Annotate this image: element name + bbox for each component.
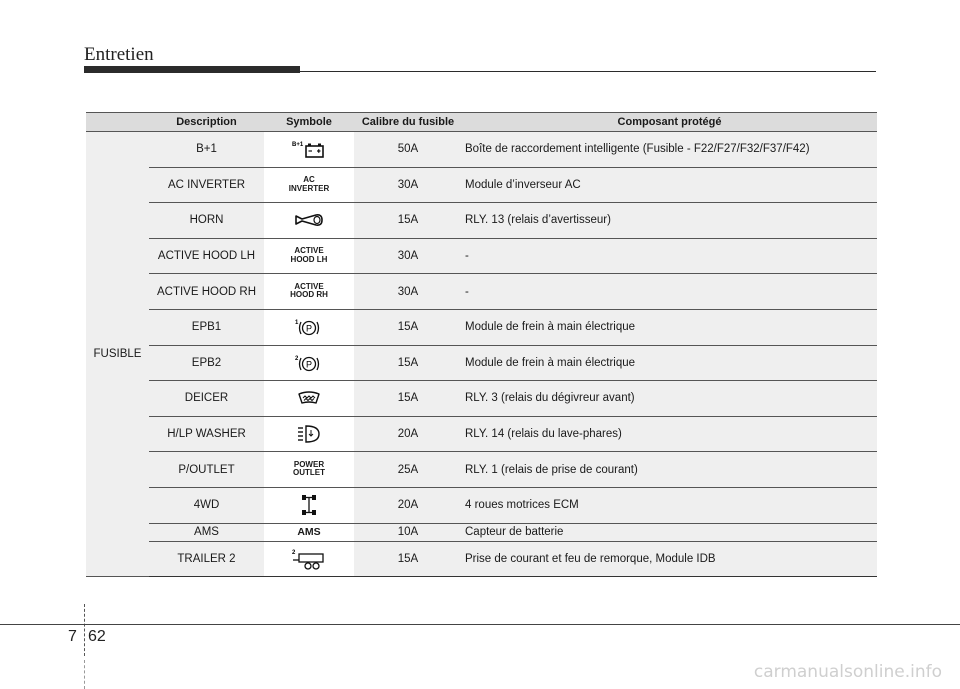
fuse-symbol [264,309,354,345]
fuse-symbol [264,487,354,523]
page-title: Entretien [84,44,154,65]
table-row [86,167,877,203]
column-header-symbol: Symbole [264,113,354,132]
symbol-text: AC INVERTER [288,175,330,193]
fuse-component: Module d’inverseur AC [462,167,877,203]
header-rule-thin [300,71,876,72]
symbol-text: POWER OUTLET [293,459,325,478]
footer-rule [0,624,960,625]
trailer-superscript: 2 [292,549,296,556]
fuse-table [86,112,877,577]
table-row [86,274,877,310]
fuse-component: Module de frein à main électrique [462,345,877,381]
fuse-rating: 15A [354,541,462,577]
fuse-rating: 15A [354,309,462,345]
table-row [86,203,877,239]
column-header-component: Composant protégé [462,113,877,132]
fuse-description: B+1 [149,132,264,168]
fuse-rating: 30A [354,167,462,203]
table-row [86,452,877,488]
fuse-description: TRAILER 2 [149,541,264,577]
fuse-symbol [264,541,354,577]
footer-divider-vertical-lower [84,660,85,689]
fuse-symbol [264,203,354,239]
horn-icon [292,210,326,230]
epb1-superscript: 1 [295,320,299,327]
fuse-description: 4WD [149,487,264,523]
fuse-symbol [264,167,354,203]
fuse-rating: 30A [354,274,462,310]
group-label: FUSIBLE [86,132,149,577]
fuse-description: H/LP WASHER [149,416,264,452]
deicer-icon [292,388,326,408]
fuse-symbol [264,132,354,168]
fuse-component: RLY. 3 (relais du dégivreur avant) [462,381,877,417]
footer-divider-vertical [84,604,85,656]
epb2-superscript: 2 [295,355,299,362]
table-header-row [86,113,877,132]
fuse-rating: 10A [354,523,462,541]
fuse-description: AMS [149,523,264,541]
fuse-symbol [264,416,354,452]
table-row [86,416,877,452]
table-row [86,487,877,523]
page-number: 62 [88,628,106,645]
fuse-component: Capteur de batterie [462,523,877,541]
table-row [86,238,877,274]
battery-icon [289,139,329,159]
fuse-description: DEICER [149,381,264,417]
table-row [86,345,877,381]
svg-text:P: P [305,323,313,334]
fuse-rating: 25A [354,452,462,488]
trailer-icon [289,547,329,571]
table-row [86,381,877,417]
fuse-description: HORN [149,203,264,239]
headlamp-washer-icon [292,423,326,445]
fuse-description: EPB1 [149,309,264,345]
fuse-component: - [462,274,877,310]
symbol-text: ACTIVE HOOD LH [290,246,328,264]
header-blank [86,113,149,132]
battery-symbol-label: B+1 [292,142,304,149]
fuse-description: ACTIVE HOOD LH [149,238,264,274]
fuse-symbol [264,452,354,488]
fuse-rating: 15A [354,203,462,239]
fuse-component: Module de frein à main électrique [462,309,877,345]
chapter-number: 7 [68,628,77,645]
table-row [86,132,877,168]
fuse-symbol [264,274,354,310]
fuse-description: AC INVERTER [149,167,264,203]
fuse-description: EPB2 [149,345,264,381]
fuse-component: - [462,238,877,274]
symbol-text: ACTIVE HOOD RH [290,281,328,300]
fuse-description: P/OUTLET [149,452,264,488]
table-row [86,541,877,577]
fuse-symbol [264,238,354,274]
fuse-component: Boîte de raccordement intelligente (Fusible - F22/F27/F32/F37/F42) [462,132,877,168]
header-rule-thick [84,66,300,73]
column-header-rating: Calibre du fusible [354,113,462,132]
fuse-rating: 20A [354,416,462,452]
four-wheel-drive-icon [292,493,326,517]
fuse-symbol [264,523,354,541]
fuse-rating: 15A [354,345,462,381]
fuse-rating: 50A [354,132,462,168]
svg-text:P: P [305,359,313,370]
watermark: carmanualsonline.info [753,662,942,682]
fuse-component: 4 roues motrices ECM [462,487,877,523]
parking-brake-icon [292,317,326,337]
fuse-component: RLY. 13 (relais d’avertisseur) [462,203,877,239]
fuse-component: RLY. 1 (relais de prise de courant) [462,452,877,488]
fuse-symbol [264,381,354,417]
parking-brake-icon [292,353,326,373]
fuse-component: RLY. 14 (relais du lave-phares) [462,416,877,452]
table-row [86,309,877,345]
fuse-rating: 15A [354,381,462,417]
fuse-description: ACTIVE HOOD RH [149,274,264,310]
fuse-rating: 20A [354,487,462,523]
fuse-symbol [264,345,354,381]
fuse-component: Prise de courant et feu de remorque, Module IDB [462,541,877,577]
symbol-text: AMS [297,526,321,539]
fuse-rating: 30A [354,238,462,274]
table-row [86,523,877,541]
column-header-description: Description [149,113,264,132]
